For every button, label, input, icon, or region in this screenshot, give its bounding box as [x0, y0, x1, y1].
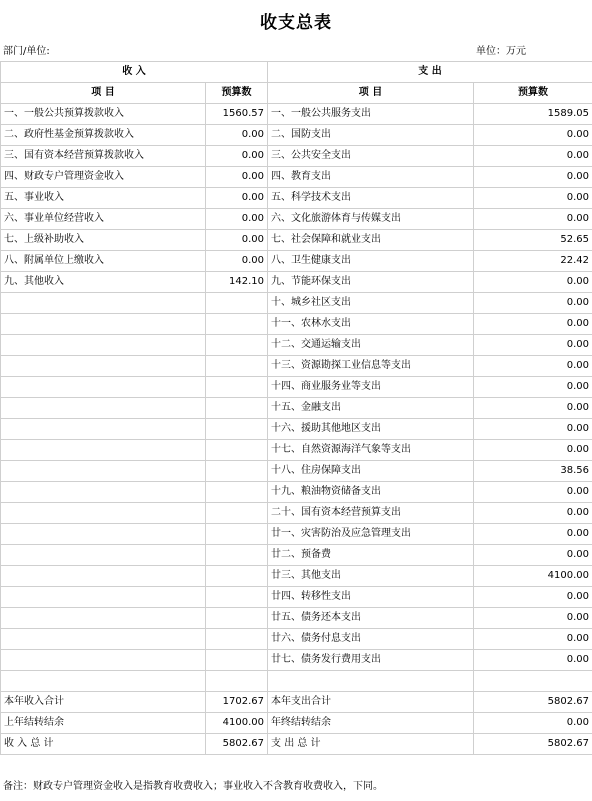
income-value-cell[interactable]: 0.00 [206, 230, 268, 251]
expense-item-cell[interactable]: 六、文化旅游体育与传媒支出 [268, 209, 474, 230]
table-row [1, 524, 592, 545]
table-row [1, 356, 592, 377]
expense-value-cell[interactable]: 0.00 [474, 356, 592, 377]
income-value-cell[interactable]: 0.00 [206, 188, 268, 209]
table-row [1, 671, 592, 692]
table-row [1, 293, 592, 314]
income-value-cell[interactable] [206, 482, 268, 503]
table-row [1, 125, 592, 146]
expense-item-cell[interactable]: 廿四、转移性支出 [268, 587, 474, 608]
expense-item-cell[interactable]: 十六、援助其他地区支出 [268, 419, 474, 440]
expense-value-cell[interactable]: 5802.67 [474, 692, 592, 713]
table-row [1, 587, 592, 608]
expense-item-cell[interactable]: 廿一、灾害防治及应急管理支出 [268, 524, 474, 545]
expense-item-cell[interactable]: 本年支出合计 [268, 692, 474, 713]
income-item-cell[interactable]: 五、事业收入 [1, 188, 206, 209]
expense-value-cell[interactable]: 0.00 [474, 293, 592, 314]
income-item-cell[interactable]: 九、其他收入 [1, 272, 206, 293]
income-item-cell[interactable] [1, 356, 206, 377]
income-value-cell[interactable] [206, 671, 268, 692]
income-value-cell[interactable] [206, 545, 268, 566]
expense-value-cell[interactable]: 0.00 [474, 545, 592, 566]
expense-value-cell[interactable]: 0.00 [474, 377, 592, 398]
expense-item-cell[interactable]: 十七、自然资源海洋气象等支出 [268, 440, 474, 461]
expense-item-cell[interactable]: 十五、金融支出 [268, 398, 474, 419]
expense-value-cell[interactable]: 0.00 [474, 419, 592, 440]
income-value-cell[interactable]: 5802.67 [206, 734, 268, 755]
income-value-cell[interactable]: 0.00 [206, 146, 268, 167]
income-value-cell[interactable] [206, 650, 268, 671]
expense-item-cell[interactable]: 十八、住房保障支出 [268, 461, 474, 482]
income-value-cell[interactable]: 0.00 [206, 251, 268, 272]
expense-item-cell[interactable]: 二、国防支出 [268, 125, 474, 146]
income-item-cell[interactable] [1, 335, 206, 356]
total-row [1, 692, 592, 713]
expense-value-cell[interactable]: 1589.05 [474, 104, 592, 125]
table-row [1, 629, 592, 650]
income-item-cell[interactable] [1, 461, 206, 482]
table-row [1, 314, 592, 335]
expense-item-cell[interactable]: 廿二、预备费 [268, 545, 474, 566]
income-value-cell[interactable] [206, 587, 268, 608]
unit-label: 单位：万元 [476, 46, 526, 57]
expense-item-cell[interactable]: 十三、资源勘探工业信息等支出 [268, 356, 474, 377]
table-row [1, 377, 592, 398]
expense-item-cell[interactable]: 支 出 总 计 [268, 734, 474, 755]
total-row [1, 734, 592, 755]
expense-value-cell[interactable]: 22.42 [474, 251, 592, 272]
expense-section-header: 支 出 [268, 62, 592, 83]
expense-value-cell[interactable]: 5802.67 [474, 734, 592, 755]
income-item-cell[interactable]: 六、事业单位经营收入 [1, 209, 206, 230]
expense-item-cell[interactable]: 廿三、其他支出 [268, 566, 474, 587]
department-label: 部门/单位: [3, 46, 50, 57]
expense-value-cell[interactable]: 0.00 [474, 608, 592, 629]
income-item-cell[interactable] [1, 419, 206, 440]
expense-item-cell[interactable]: 一、一般公共服务支出 [268, 104, 474, 125]
income-value-cell[interactable] [206, 335, 268, 356]
table-row [1, 566, 592, 587]
income-item-cell[interactable] [1, 608, 206, 629]
table-row [1, 209, 592, 230]
expense-value-cell[interactable] [474, 671, 592, 692]
expense-item-cell[interactable]: 五、科学技术支出 [268, 188, 474, 209]
table-row [1, 230, 592, 251]
income-item-cell[interactable] [1, 671, 206, 692]
income-item-cell[interactable] [1, 482, 206, 503]
expense-value-cell[interactable]: 0.00 [474, 314, 592, 335]
expense-value-cell[interactable]: 0.00 [474, 188, 592, 209]
income-item-cell[interactable] [1, 629, 206, 650]
income-item-cell[interactable] [1, 503, 206, 524]
total-row [1, 713, 592, 734]
table-row [1, 146, 592, 167]
expense-item-cell[interactable]: 九、节能环保支出 [268, 272, 474, 293]
expense-item-cell[interactable]: 十四、商业服务业等支出 [268, 377, 474, 398]
income-value-cell[interactable] [206, 293, 268, 314]
table-row [1, 461, 592, 482]
income-value-cell[interactable]: 4100.00 [206, 713, 268, 734]
income-item-cell[interactable]: 本年收入合计 [1, 692, 206, 713]
table-row [1, 482, 592, 503]
expense-item-cell[interactable]: 二十、国有资本经营预算支出 [268, 503, 474, 524]
income-budget-header: 预算数 [206, 83, 268, 104]
income-value-cell[interactable]: 0.00 [206, 167, 268, 188]
income-item-cell[interactable] [1, 566, 206, 587]
expense-value-cell[interactable]: 0.00 [474, 398, 592, 419]
income-value-cell[interactable] [206, 608, 268, 629]
table-row [1, 251, 592, 272]
expense-item-cell[interactable]: 三、公共安全支出 [268, 146, 474, 167]
income-item-cell[interactable]: 三、国有资本经营预算拨款收入 [1, 146, 206, 167]
expense-value-cell[interactable]: 0.00 [474, 713, 592, 734]
expense-item-cell[interactable]: 年终结转结余 [268, 713, 474, 734]
expense-item-cell[interactable]: 廿七、债务发行费用支出 [268, 650, 474, 671]
income-value-cell[interactable] [206, 356, 268, 377]
income-value-cell[interactable]: 142.10 [206, 272, 268, 293]
income-value-cell[interactable] [206, 503, 268, 524]
income-item-cell[interactable]: 八、附属单位上缴收入 [1, 251, 206, 272]
expense-item-cell[interactable]: 八、卫生健康支出 [268, 251, 474, 272]
expense-value-cell[interactable]: 0.00 [474, 524, 592, 545]
income-item-header: 项 目 [1, 83, 206, 104]
income-section-header: 收 入 [1, 62, 268, 83]
table-row [1, 650, 592, 671]
income-value-cell[interactable] [206, 314, 268, 335]
table-row [1, 335, 592, 356]
income-item-cell[interactable]: 二、政府性基金预算拨款收入 [1, 125, 206, 146]
section-header-row [1, 62, 592, 83]
expense-value-cell[interactable]: 0.00 [474, 650, 592, 671]
table-row [1, 545, 592, 566]
expense-budget-header: 预算数 [474, 83, 592, 104]
expense-item-cell[interactable]: 十、城乡社区支出 [268, 293, 474, 314]
expense-value-cell[interactable]: 0.00 [474, 146, 592, 167]
expense-value-cell[interactable]: 0.00 [474, 209, 592, 230]
income-item-cell[interactable] [1, 587, 206, 608]
column-header-row [1, 83, 592, 104]
expense-value-cell[interactable]: 0.00 [474, 503, 592, 524]
income-value-cell[interactable] [206, 566, 268, 587]
table-row [1, 272, 592, 293]
income-value-cell[interactable] [206, 524, 268, 545]
income-value-cell[interactable]: 0.00 [206, 209, 268, 230]
income-item-cell[interactable]: 上年结转结余 [1, 713, 206, 734]
income-value-cell[interactable]: 1702.67 [206, 692, 268, 713]
expense-value-cell[interactable]: 0.00 [474, 587, 592, 608]
income-item-cell[interactable] [1, 524, 206, 545]
expense-item-cell[interactable]: 十二、交通运输支出 [268, 335, 474, 356]
expense-item-cell[interactable]: 十一、农林水支出 [268, 314, 474, 335]
income-value-cell[interactable]: 1560.57 [206, 104, 268, 125]
expense-value-cell[interactable]: 0.00 [474, 335, 592, 356]
income-item-cell[interactable] [1, 314, 206, 335]
expense-value-cell[interactable]: 0.00 [474, 125, 592, 146]
income-value-cell[interactable] [206, 377, 268, 398]
expense-item-cell[interactable]: 七、社会保障和就业支出 [268, 230, 474, 251]
income-item-cell[interactable]: 一、一般公共预算拨款收入 [1, 104, 206, 125]
income-value-cell[interactable] [206, 398, 268, 419]
expense-item-cell[interactable] [268, 671, 474, 692]
expense-item-cell[interactable]: 十九、粮油物资储备支出 [268, 482, 474, 503]
income-item-cell[interactable] [1, 650, 206, 671]
expense-value-cell[interactable]: 0.00 [474, 629, 592, 650]
table-row [1, 608, 592, 629]
footnote: 备注：财政专户管理资金收入是指教育收费收入；事业收入不含教育收费收入，下同。 [3, 781, 383, 792]
expense-value-cell[interactable]: 52.65 [474, 230, 592, 251]
table-row [1, 188, 592, 209]
income-value-cell[interactable]: 0.00 [206, 125, 268, 146]
income-item-cell[interactable]: 收 入 总 计 [1, 734, 206, 755]
table-row [1, 398, 592, 419]
expense-value-cell[interactable]: 38.56 [474, 461, 592, 482]
table-row [1, 104, 592, 125]
income-item-cell[interactable]: 四、财政专户管理资金收入 [1, 167, 206, 188]
budget-table [0, 61, 592, 755]
expense-value-cell[interactable]: 0.00 [474, 440, 592, 461]
income-value-cell[interactable] [206, 419, 268, 440]
expense-value-cell[interactable]: 0.00 [474, 167, 592, 188]
page-title: 收支总表 [260, 13, 332, 33]
expense-value-cell[interactable]: 4100.00 [474, 566, 592, 587]
income-item-cell[interactable] [1, 293, 206, 314]
expense-value-cell[interactable]: 0.00 [474, 272, 592, 293]
expense-value-cell[interactable]: 0.00 [474, 482, 592, 503]
income-item-cell[interactable] [1, 377, 206, 398]
table-row [1, 419, 592, 440]
expense-item-cell[interactable]: 廿五、债务还本支出 [268, 608, 474, 629]
table-row [1, 503, 592, 524]
expense-item-cell[interactable]: 廿六、债务付息支出 [268, 629, 474, 650]
income-value-cell[interactable] [206, 461, 268, 482]
expense-item-cell[interactable]: 四、教育支出 [268, 167, 474, 188]
income-value-cell[interactable] [206, 629, 268, 650]
expense-item-header: 项 目 [268, 83, 474, 104]
income-item-cell[interactable] [1, 440, 206, 461]
income-item-cell[interactable]: 七、上级补助收入 [1, 230, 206, 251]
table-row [1, 440, 592, 461]
income-item-cell[interactable] [1, 398, 206, 419]
income-value-cell[interactable] [206, 440, 268, 461]
table-row [1, 167, 592, 188]
income-item-cell[interactable] [1, 545, 206, 566]
